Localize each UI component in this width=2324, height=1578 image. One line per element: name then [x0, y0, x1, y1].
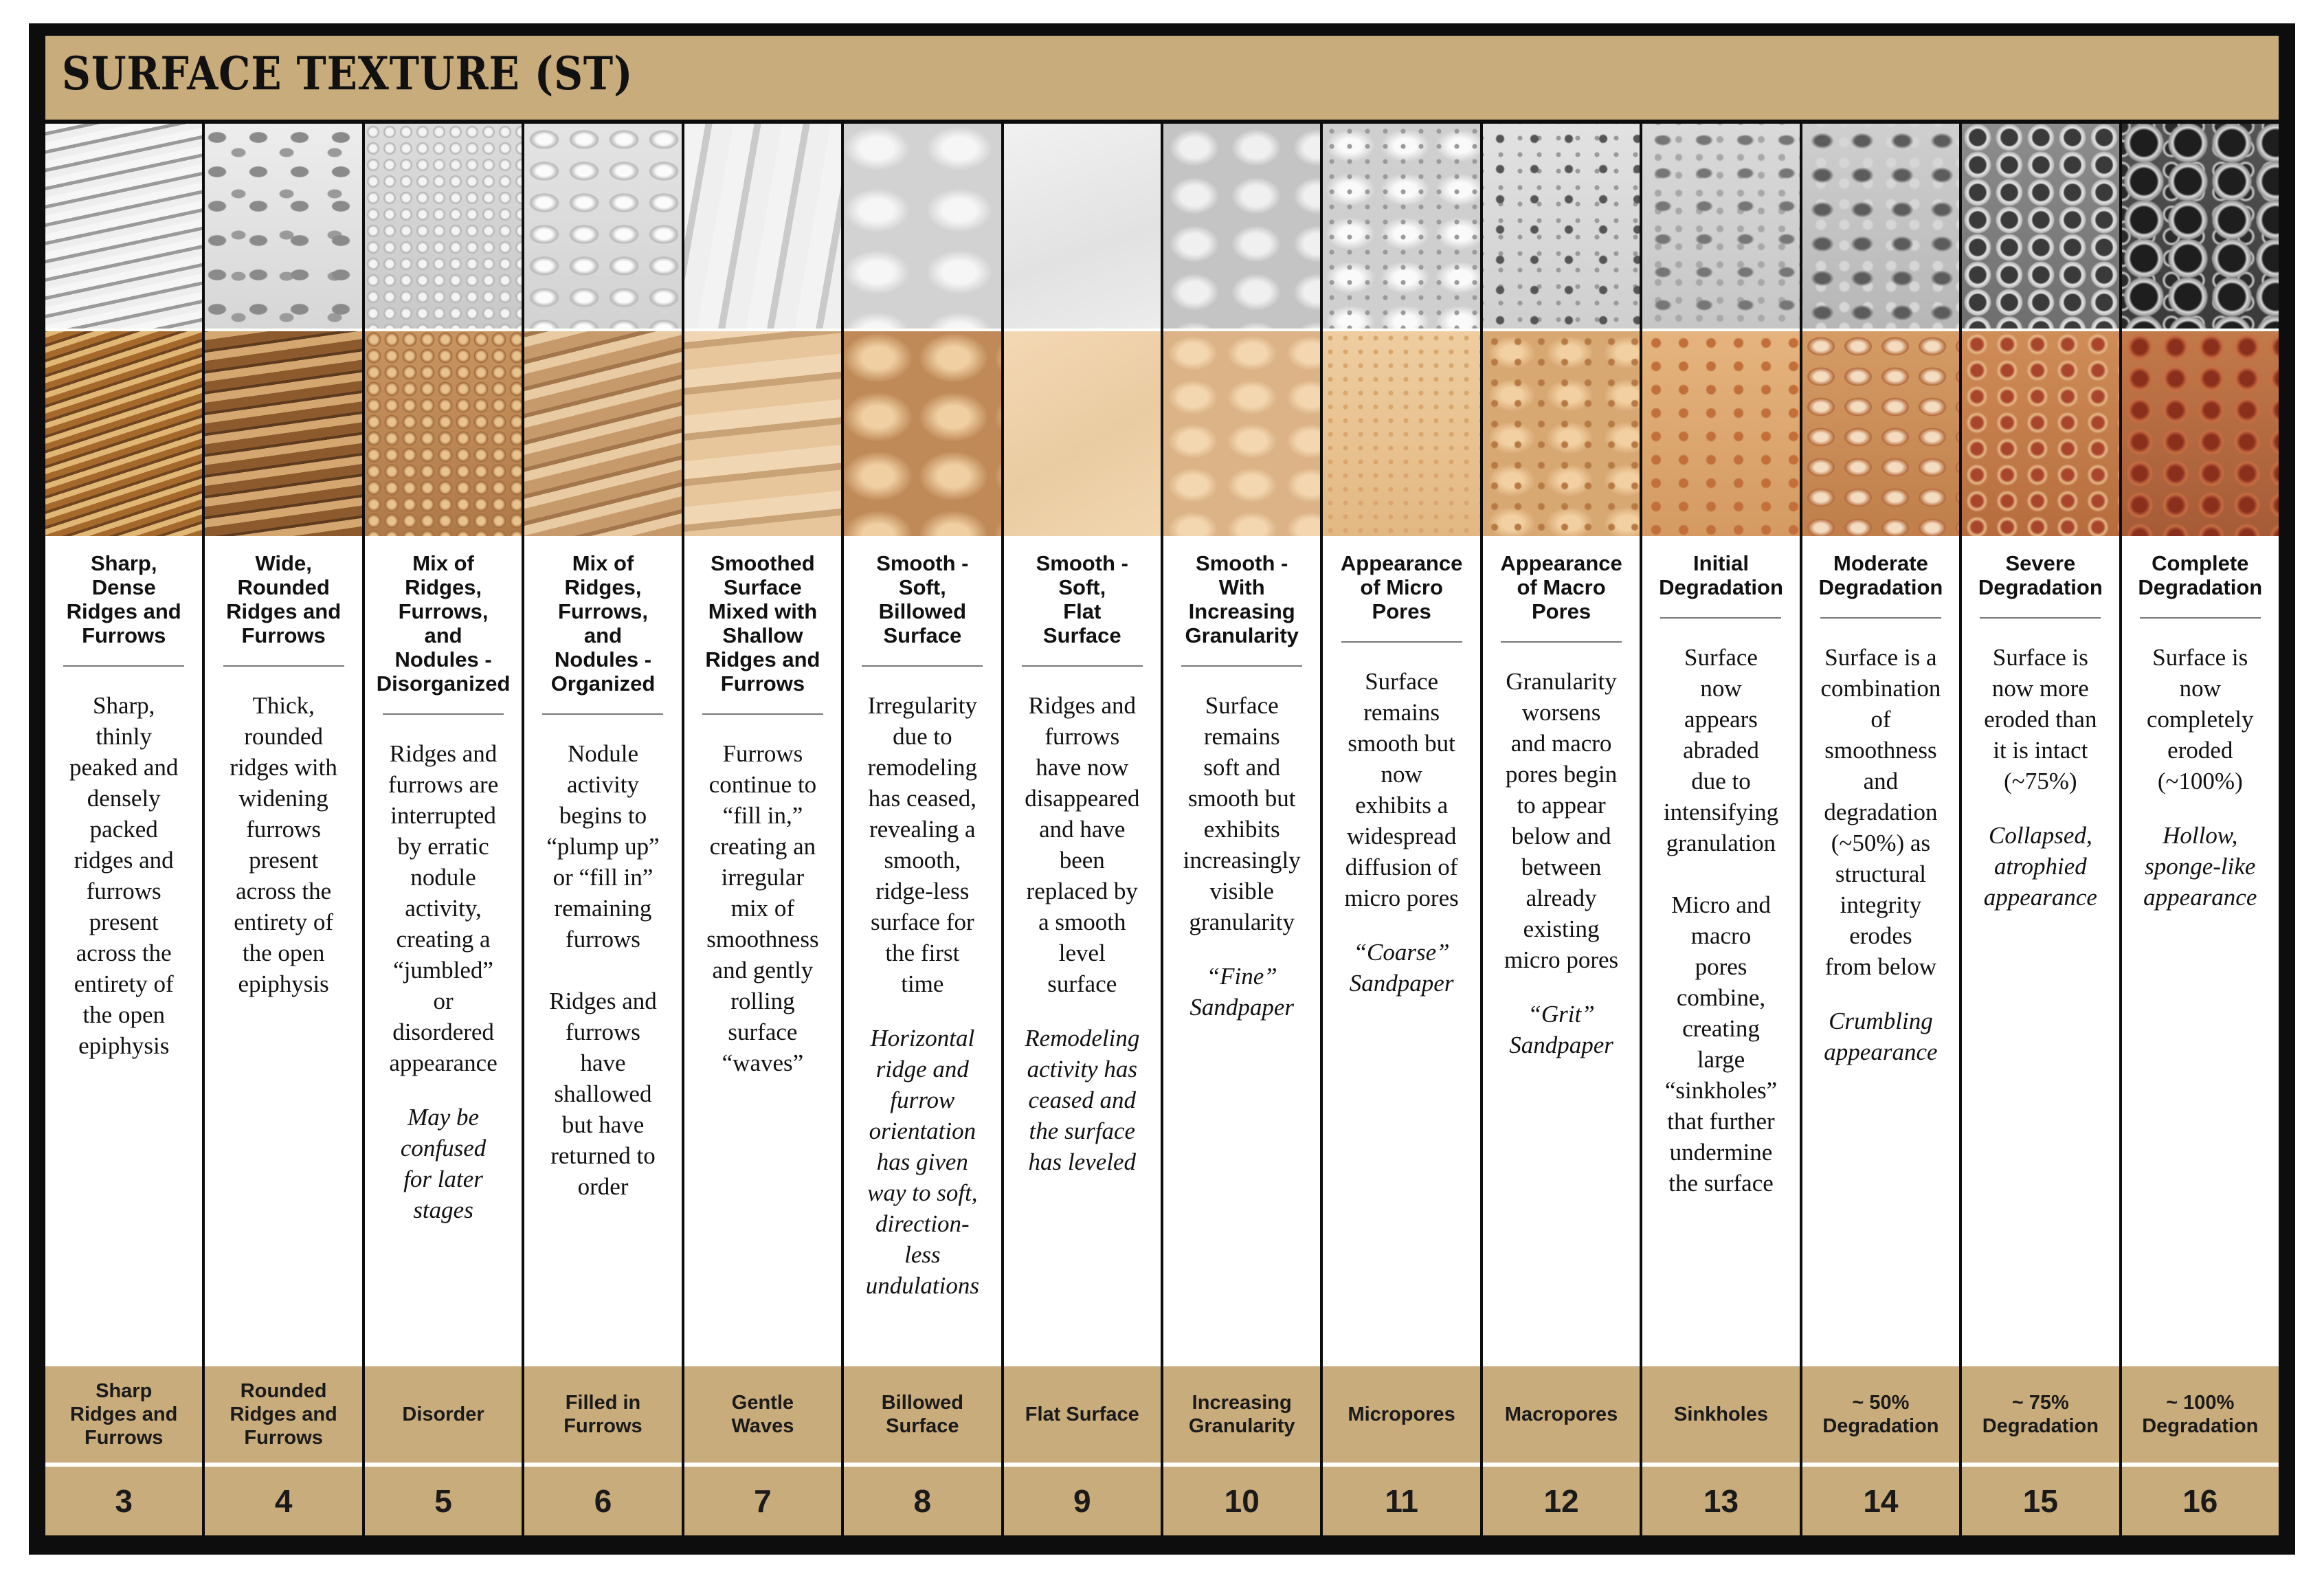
phase-column-8 — [844, 124, 1001, 1535]
phase-short-label: Filled in Furrows — [524, 1366, 681, 1463]
heading-divider — [542, 713, 663, 715]
phase-number: 7 — [684, 1467, 841, 1535]
phase-body-text: Sharp, thinly peaked and densely packed ridges and furrows present across the entirety of the open epiphysis — [69, 692, 179, 1059]
phase-body-text: Surface remains soft and smooth but exhibits increasingly visible granularity — [1183, 692, 1301, 935]
phase-number: 12 — [1483, 1467, 1640, 1535]
phase-body-text: Ridges and furrows are interrupted by erratic nodule activity, creating a “jumbled” or disordered appearance — [388, 740, 499, 1076]
heading-divider — [63, 665, 184, 667]
bone-texture-gray-image — [2122, 124, 2279, 329]
phase-number: 8 — [844, 1467, 1001, 1535]
bone-texture-color-image — [1642, 331, 1799, 536]
heading-divider — [2140, 617, 2261, 619]
phase-heading: Appearance of Micro Pores — [1340, 551, 1463, 623]
phase-heading: Smooth - Soft, Billowed Surface — [876, 551, 969, 647]
bone-texture-color-image — [684, 331, 841, 536]
phase-column-5 — [365, 124, 522, 1535]
phase-description — [1642, 536, 1799, 1490]
phase-heading: Smooth - With Increasing Granularity — [1185, 551, 1299, 647]
phase-column-14 — [1802, 124, 1959, 1535]
phase-description — [1483, 536, 1640, 1490]
phase-column-9 — [1004, 124, 1161, 1535]
phase-note: May be confused for later stages — [400, 1104, 487, 1223]
phase-short-label: Sharp Ridges and Furrows — [45, 1366, 202, 1463]
phase-column-4 — [205, 124, 361, 1535]
phase-heading: Sharp, Dense Ridges and Furrows — [66, 551, 181, 647]
phase-column-16 — [2122, 124, 2279, 1535]
phase-body-text: Surface now appears abraded due to intensifying granulation Micro and macro pores combine, creating large “sinkholes” that further undermine the surface — [1663, 644, 1779, 1197]
heading-divider — [702, 713, 823, 715]
heading-divider — [1022, 665, 1143, 667]
bone-texture-color-image — [1962, 331, 2119, 536]
phase-heading: Complete Degradation — [2138, 551, 2263, 599]
phase-description — [205, 536, 361, 1490]
phase-note: “Grit” Sandpaper — [1509, 1001, 1613, 1058]
phase-number: 10 — [1163, 1467, 1320, 1535]
phase-body-text: Surface is a combination of smoothness and degradation (~50%) as structural integrity erodes from below — [1820, 644, 1941, 980]
phase-short-label: Macropores — [1483, 1366, 1640, 1463]
heading-divider — [1820, 617, 1941, 619]
phase-body-text: Surface is now more eroded than it is intact (~75%) — [1984, 644, 2097, 794]
phase-number: 9 — [1004, 1467, 1161, 1535]
phase-short-label: Disorder — [365, 1366, 522, 1463]
bone-texture-color-image — [1802, 331, 1959, 536]
phase-number: 11 — [1323, 1467, 1479, 1535]
bone-texture-gray-image — [45, 124, 202, 329]
phase-description — [1802, 536, 1959, 1490]
phase-number: 14 — [1802, 1467, 1959, 1535]
heading-divider — [383, 713, 504, 715]
bone-texture-color-image — [2122, 331, 2279, 536]
phase-number: 16 — [2122, 1467, 2279, 1535]
bone-texture-color-image — [1004, 331, 1161, 536]
bone-texture-color-image — [205, 331, 361, 536]
phase-short-label: Increasing Granularity — [1163, 1366, 1320, 1463]
phase-heading: Initial Degradation — [1659, 551, 1783, 599]
phase-note: Horizontal ridge and furrow orientation has given way to soft, direction- less undulations — [865, 1025, 979, 1299]
phase-heading: Mix of Ridges, Furrows, and Nodules - Organized — [550, 551, 656, 696]
phase-column-15 — [1962, 124, 2119, 1535]
phase-note: Collapsed, atrophied appearance — [1983, 822, 2097, 911]
phase-description — [45, 536, 202, 1490]
bone-texture-gray-image — [684, 124, 841, 329]
phase-heading: Smoothed Surface Mixed with Shallow Ridges and Furrows — [705, 551, 820, 696]
phase-number: 4 — [205, 1467, 361, 1535]
phase-note: Remodeling activity has ceased and the surface has leveled — [1025, 1025, 1140, 1175]
phase-body-text: Surface remains smooth but now exhibits a widespread diffusion of micro pores — [1344, 668, 1459, 911]
heading-divider — [1501, 641, 1622, 643]
phase-column-7 — [684, 124, 841, 1535]
bone-texture-gray-image — [1323, 124, 1479, 329]
phase-note: “Fine” Sandpaper — [1189, 963, 1295, 1021]
phase-column-6 — [524, 124, 681, 1535]
phase-column-12 — [1483, 124, 1640, 1535]
bone-texture-color-image — [844, 331, 1001, 536]
heading-divider — [223, 665, 344, 667]
phase-description — [365, 536, 522, 1490]
heading-divider — [1660, 617, 1781, 619]
phase-column-11 — [1323, 124, 1479, 1535]
heading-divider — [1980, 617, 2101, 619]
bone-texture-gray-image — [524, 124, 681, 329]
phase-heading: Appearance of Macro Pores — [1500, 551, 1622, 623]
bone-texture-gray-image — [1802, 124, 1959, 329]
phase-note: “Coarse” Sandpaper — [1349, 939, 1454, 997]
phase-body-text: Irregularity due to remodeling has ceased, revealing a smooth, ridge-less surface for the first time — [867, 692, 978, 997]
bone-texture-color-image — [1323, 331, 1479, 536]
phase-description — [684, 536, 841, 1490]
phase-short-label: ~ 100% Degradation — [2122, 1366, 2279, 1463]
phase-description — [1962, 536, 2119, 1490]
phase-description — [844, 536, 1001, 1490]
phase-column-13 — [1642, 124, 1799, 1535]
bone-texture-color-image — [524, 331, 681, 536]
phase-grid — [45, 124, 2279, 1535]
heading-divider — [1341, 641, 1462, 643]
phase-description — [1163, 536, 1320, 1490]
phase-description — [1323, 536, 1479, 1490]
phase-number: 15 — [1962, 1467, 2119, 1535]
phase-column-10 — [1163, 124, 1320, 1535]
title-bar — [45, 36, 2279, 120]
phase-short-label: ~ 50% Degradation — [1802, 1366, 1959, 1463]
bone-texture-gray-image — [844, 124, 1001, 329]
phase-body-text: Ridges and furrows have now disappeared and have been replaced by a smooth level surface — [1025, 692, 1140, 997]
phase-heading: Smooth - Soft, Flat Surface — [1036, 551, 1128, 647]
phase-number: 13 — [1642, 1467, 1799, 1535]
bone-texture-gray-image — [1642, 124, 1799, 329]
phase-number: 6 — [524, 1467, 681, 1535]
phase-number: 3 — [45, 1467, 202, 1535]
phase-heading: Severe Degradation — [1978, 551, 2103, 599]
phase-body-text: Nodule activity begins to “plump up” or “fill in” remaining furrows Ridges and furrows have shallowed but have returned to order — [546, 740, 660, 1200]
phase-description — [1004, 536, 1161, 1490]
phase-short-label: Sinkholes — [1642, 1366, 1799, 1463]
phase-description — [524, 536, 681, 1490]
phase-note: Crumbling appearance — [1824, 1008, 1938, 1065]
bone-texture-gray-image — [1163, 124, 1320, 329]
phase-body-text: Furrows continue to “fill in,” creating an irregular mix of smoothness and gently rolling surface “waves” — [706, 740, 819, 1076]
phase-short-label: Billowed Surface — [844, 1366, 1001, 1463]
page-title: SURFACE TEXTURE (ST) — [62, 47, 634, 100]
phase-heading: Wide, Rounded Ridges and Furrows — [226, 551, 342, 647]
phase-body-text: Granularity worsens and macro pores begin to appear below and between already existing micro pores — [1504, 668, 1619, 973]
phase-short-label: Flat Surface — [1004, 1366, 1161, 1463]
bone-texture-gray-image — [205, 124, 361, 329]
phase-short-label: ~ 75% Degradation — [1962, 1366, 2119, 1463]
phase-description — [2122, 536, 2279, 1490]
phase-heading: Mix of Ridges, Furrows, and Nodules - Disorganized — [376, 551, 511, 696]
phase-short-label: Gentle Waves — [684, 1366, 841, 1463]
heading-divider — [1181, 665, 1302, 667]
phase-column-3 — [45, 124, 202, 1535]
phase-note: Hollow, sponge-like appearance — [2143, 822, 2257, 911]
bone-texture-color-image — [365, 331, 522, 536]
bone-texture-color-image — [1483, 331, 1640, 536]
bone-texture-color-image — [45, 331, 202, 536]
phase-short-label: Micropores — [1323, 1366, 1479, 1463]
bone-texture-gray-image — [365, 124, 522, 329]
phase-heading: Moderate Degradation — [1818, 551, 1943, 599]
phase-body-text: Surface is now completely eroded (~100%) — [2147, 644, 2254, 794]
bone-texture-gray-image — [1962, 124, 2119, 329]
phase-short-label: Rounded Ridges and Furrows — [205, 1366, 361, 1463]
bone-texture-gray-image — [1483, 124, 1640, 329]
bone-texture-gray-image — [1004, 124, 1161, 329]
phase-number: 5 — [365, 1467, 522, 1535]
bone-texture-color-image — [1163, 331, 1320, 536]
phase-body-text: Thick, rounded ridges with widening furrows present across the entirety of the open epiphysis — [230, 692, 337, 997]
heading-divider — [862, 665, 983, 667]
